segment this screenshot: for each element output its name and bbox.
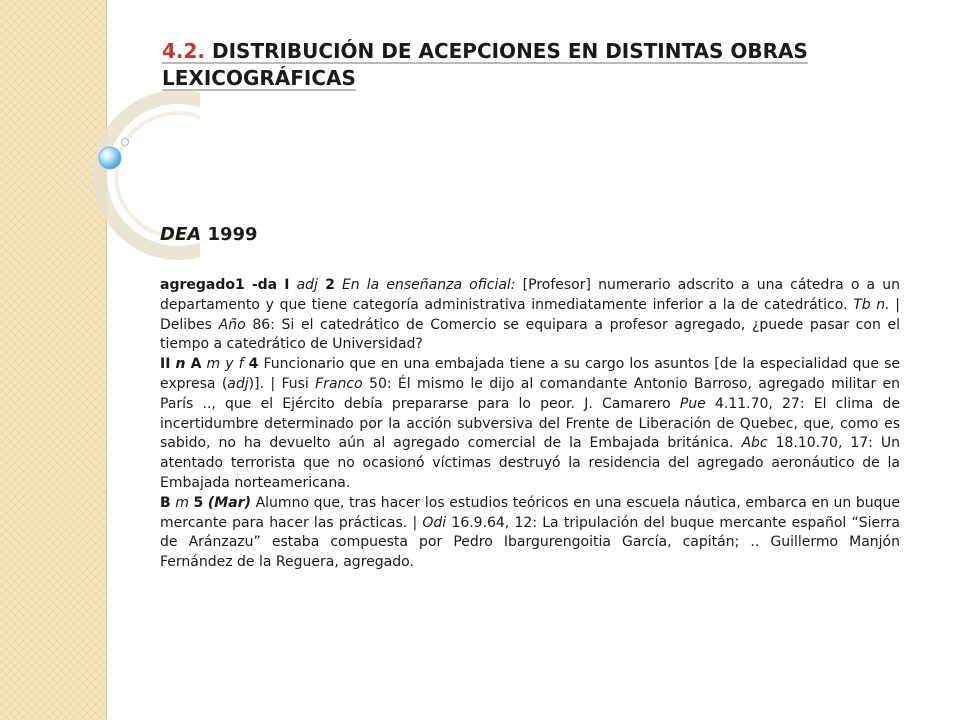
slide-title	[162, 38, 862, 92]
definition: [Profesor] numerario adscrito a una cátedra o a un departamento y que tiene categoría administrativa inmediatamente inferior a la de catedrático.	[160, 277, 900, 313]
section-work: DEA	[160, 224, 202, 245]
title-text: DISTRIBUCIÓN DE ACEPCIONES EN DISTINTAS OBRAS LEXICOGRÁFICAS	[162, 39, 808, 90]
section-heading	[160, 223, 258, 247]
entry-paragraph-1	[160, 276, 900, 355]
citation-quote: 18.10.70, 17: Un atentado terrorista que no ocasionó víctimas destruyó la residencia del agregado aeronáutico de la Embajada norteamericana.	[160, 435, 900, 491]
sense-roman: II	[160, 356, 171, 373]
domain-label: En la enseñanza oficial:	[341, 277, 516, 293]
citation-source: Odi	[422, 514, 447, 531]
tb-label: Tb n.	[853, 296, 890, 313]
citation-quote: 86: Si el catedrático de Comercio se equipara a profesor agregado, ¿puede pasar con el tiempo a catedrático de Universidad?	[160, 316, 900, 353]
entry-paragraph-3	[160, 494, 900, 573]
sense-number: 2	[325, 277, 335, 293]
definition-end: )].	[248, 375, 265, 392]
definition: Alumno que, tras hacer los estudios teóricos en una escuela náutica, embarca en un buque mercante para hacer las prácticas.	[160, 494, 901, 531]
citation-author: Delibes	[160, 316, 212, 333]
citation-author: Fusi	[281, 375, 309, 392]
entry-paragraph-2	[160, 355, 900, 494]
pos-label: adj	[296, 277, 318, 293]
separator: |	[412, 514, 418, 531]
citation-quote: 16.9.64, 12: La tripulación del buque mercante español “Sierra de Aránzazu” estaba compuesta por Pedro Ibargurengoitia García, capitán; .. Guillermo Manjón Fernández de la Reguera, agregado.	[160, 514, 900, 571]
headword-ending: -da	[251, 277, 278, 293]
dictionary-entry	[160, 276, 900, 573]
adj-label: adj	[227, 375, 249, 392]
title-number: 4.2.	[162, 39, 206, 63]
sense-roman: I	[284, 277, 290, 293]
separator: |	[270, 375, 276, 392]
citation-quote: 50: Él mismo le dijo al comandante Antonio Barroso, agregado militar en París .., que el Ejército debía prepararse para lo peor. J. Camarero	[160, 375, 901, 412]
section-year: 1999	[207, 224, 258, 245]
subsense-letter: A	[190, 356, 202, 373]
definition: Funcionario que en una embajada tiene a su cargo los asuntos [de la especialidad que se expresa (	[160, 356, 901, 392]
side-strip	[0, 0, 107, 720]
sense-number: 5	[193, 494, 204, 511]
subsense-letter: B	[160, 494, 171, 511]
pos-label: n	[175, 356, 186, 373]
deco-ring-inner	[116, 113, 200, 237]
citation-source: Año	[218, 316, 246, 333]
gender-label: m y f	[206, 356, 244, 373]
gender-label: m	[175, 494, 189, 511]
citation-source: Franco	[315, 375, 363, 392]
deco-small-dot	[122, 139, 129, 146]
separator: |	[895, 296, 901, 313]
citation-quote: 4.11.70, 27: El clima de incertidumbre determinado por la acción subversiva del Frente de Liberación de Quebec, que, como es sabido, no ha devuelto aún al agregado comercial de la Embajada británica.	[160, 395, 901, 452]
headword: agregado1	[160, 277, 245, 293]
sense-number: 4	[248, 356, 259, 373]
domain-label: (Mar)	[207, 494, 251, 511]
citation-source: Pue	[679, 395, 706, 412]
citation-source: Abc	[741, 435, 768, 452]
